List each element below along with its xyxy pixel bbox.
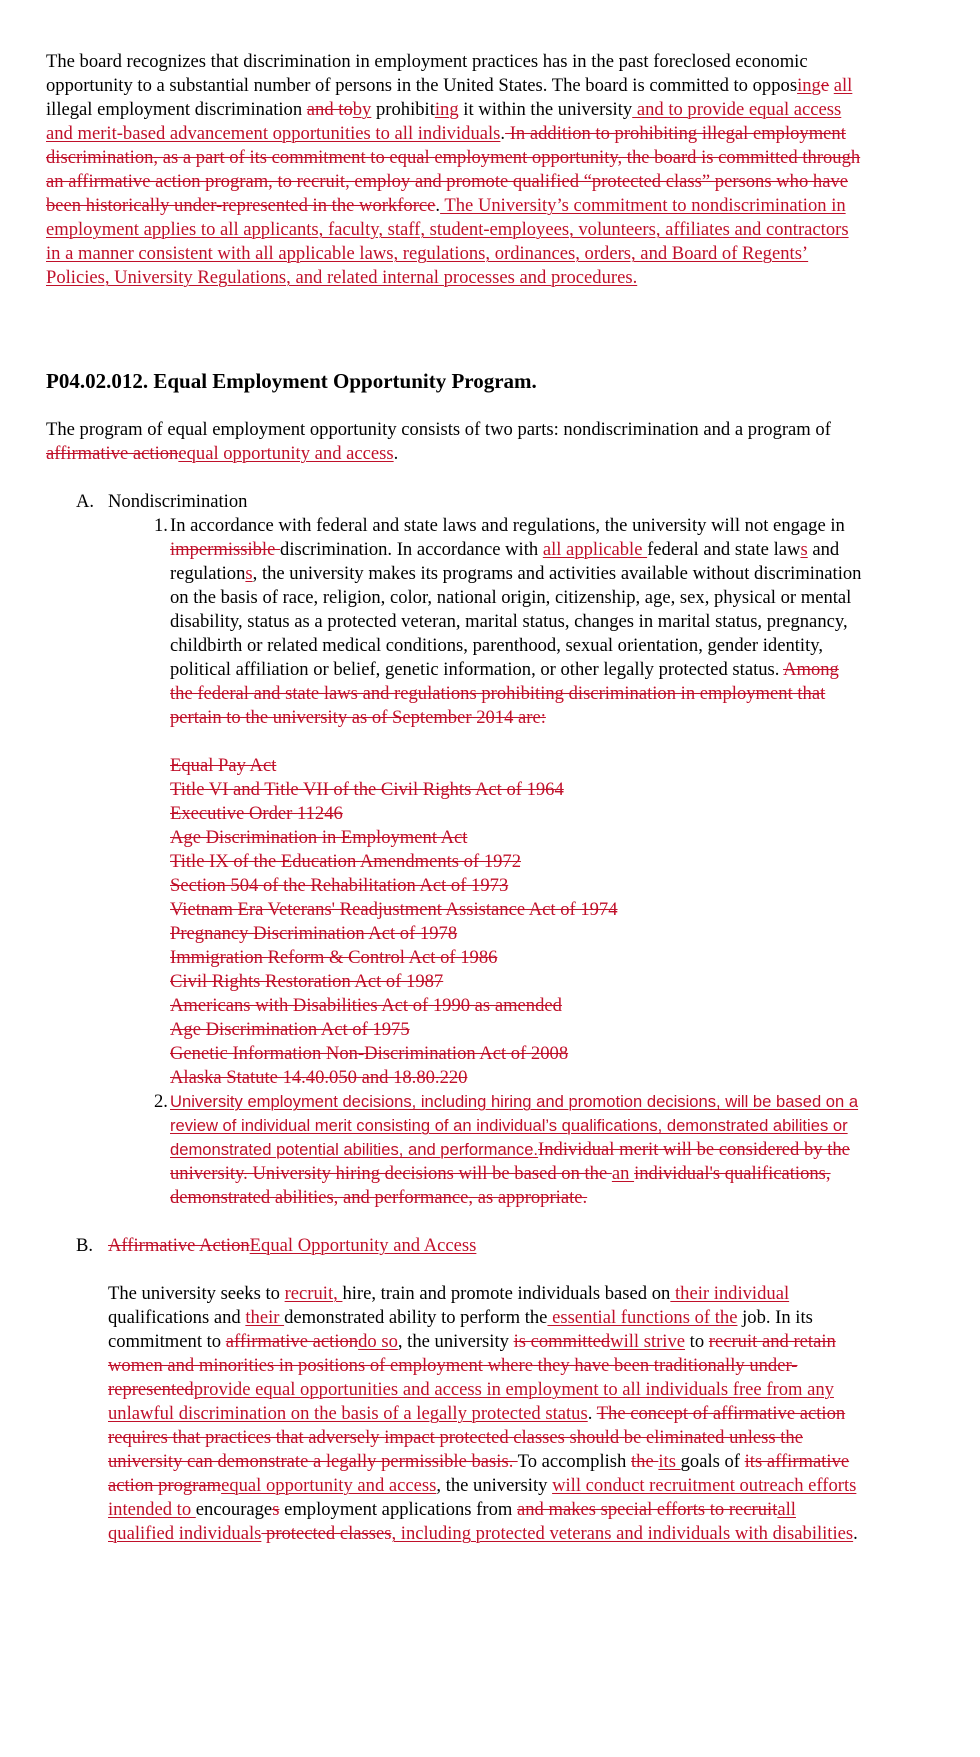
deletion: and makes special efforts to recruit	[516, 1499, 778, 1520]
insertion: equal opportunity and access	[221, 1475, 437, 1496]
list-label: B.	[76, 1235, 94, 1256]
text: .	[435, 195, 441, 216]
act-item: Executive Order 11246	[170, 803, 343, 824]
deleted-acts-list	[46, 754, 866, 1090]
act-item: Americans with Disabilities Act of 1990 as amended	[170, 995, 562, 1016]
insertion: all applicable	[542, 539, 648, 560]
insertion: The University’s commitment to nondiscrimination in employment applies to all applicants, faculty, staff, student-employees, volunteers, affiliates and contractors in a manner consistent with all applicable laws, regulations, ordinances, orders, and Board of Regents’ Policies, University Regulations, and related internal processes and procedures.	[46, 195, 849, 288]
text: .	[853, 1523, 858, 1544]
insertion: all	[833, 75, 853, 96]
text: .	[393, 443, 399, 464]
deletion: Among the federal and state laws and regulations prohibiting discrimination in employment that pertain to the university as of September 2014 are:	[170, 659, 839, 728]
act-item: Age Discrimination in Employment Act	[170, 827, 468, 848]
deletion: the	[631, 1451, 659, 1472]
text: qualifications and	[108, 1307, 246, 1328]
text: illegal employment discrimination	[46, 99, 307, 120]
insertion: by	[352, 99, 372, 120]
act-item: Vietnam Era Veterans' Readjustment Assistance Act of 1974	[170, 899, 618, 920]
text: The university seeks to	[108, 1283, 285, 1304]
list-label: A.	[76, 491, 95, 512]
act-item: Pregnancy Discrimination Act of 1978	[170, 923, 458, 944]
act-item: Civil Rights Restoration Act of 1987	[170, 971, 444, 992]
deletion: In addition to prohibiting illegal employment discrimination, as a part of its commitment to equal employment opportunity, the board is committed through an affirmative action program, to recruit, employ and promote qualified “protected class” persons who have been historically under-represented in the workforce	[46, 123, 861, 216]
text: .	[587, 1403, 597, 1424]
insertion: its	[658, 1451, 681, 1472]
deletion: affirmative action	[46, 443, 179, 464]
text: prohibit	[371, 99, 435, 120]
text: employment applications from	[279, 1499, 517, 1520]
act-item: Title IX of the Education Amendments of 1972	[170, 851, 522, 872]
act-item: Section 504 of the Rehabilitation Act of 1973	[170, 875, 509, 896]
deletion: affirmative action	[225, 1331, 359, 1352]
act-item: Equal Pay Act	[170, 755, 277, 776]
text: federal and state law	[647, 539, 801, 560]
text: , the university	[397, 1331, 514, 1352]
text: The board recognizes that discrimination in employment practices has in the past foreclosed economic opportunity to a substantial number of persons in the United States. The board is committed to oppos	[46, 51, 808, 96]
deletion: e	[820, 75, 830, 96]
text: discrimination. In accordance with	[280, 539, 543, 560]
insertion: recruit,	[284, 1283, 343, 1304]
act-item: Genetic Information Non-Discrimination Act of 2008	[170, 1043, 569, 1064]
program-paragraph	[46, 418, 866, 466]
insertion: their	[245, 1307, 285, 1328]
insertion: provide equal opportunities and access in employment to all individuals free from any unlawful discrimination on the basis of a legally protected status	[108, 1379, 834, 1424]
text: it within the university	[458, 99, 633, 120]
deletion: its affirmative action program	[108, 1451, 850, 1496]
text: to	[685, 1331, 709, 1352]
insertion: do so	[358, 1331, 398, 1352]
deletion: Individual merit will be considered by the university. University hiring decisions will be based on the	[170, 1139, 850, 1184]
deletion: individual's qualifications, demonstrated abilities, and performance, as appropriate.	[170, 1163, 831, 1208]
item-1-text	[170, 514, 866, 730]
text: , the university makes its programs and activities available without discrimination on the basis of race, religion, color, national origin, citizenship, age, sex, physical or mental disability, status as a protected veteran, marital status, changes in marital status, pregnancy, childbirth or related medical conditions, parenthood, sexual orientation, gender identity, political affiliation or belief, genetic information, or other legally protected status.	[170, 563, 862, 680]
deletion: Affirmative Action	[108, 1235, 250, 1256]
deletion: recruit and retain women and minorities in positions of employment where they have been traditionally under-represented	[108, 1331, 836, 1400]
deletion: protected classes	[261, 1523, 392, 1544]
section-a-heading	[46, 490, 866, 514]
act-item: Title VI and Title VII of the Civil Rights Act of 1964	[170, 779, 564, 800]
insertion: , including protected veterans and individuals with disabilities	[391, 1523, 854, 1544]
insertion: their individual	[670, 1283, 790, 1304]
insertion: will conduct recruitment outreach efforts intended to	[108, 1475, 857, 1520]
text: .	[500, 123, 506, 144]
deletion: s	[272, 1499, 280, 1520]
insertion: ing	[797, 75, 821, 96]
deletion: is committed	[513, 1331, 611, 1352]
insertion: University employment decisions, including hiring and promotion decisions, will be based on a review of individual merit consisting of an individual’s qualifications, demonstrated abilities or demonstrated potential abilities, and performance.	[170, 1092, 859, 1159]
insertion: and to provide equal access and merit-based advancement opportunities to all individuals	[46, 99, 842, 144]
list-number: 1.	[154, 515, 168, 536]
insertion: s	[800, 539, 808, 560]
list-item-2	[46, 1090, 866, 1210]
act-item: Alaska Statute 14.40.050 and 18.80.220	[170, 1067, 468, 1088]
insertion: ing	[434, 99, 459, 120]
insertion: all qualified individuals	[108, 1499, 796, 1544]
document-page	[46, 50, 866, 1546]
text: and regulation	[170, 539, 840, 584]
list-item-1	[46, 514, 866, 730]
deletion: and to	[306, 99, 353, 120]
intro-paragraph	[46, 50, 866, 290]
list-number: 2.	[154, 1091, 168, 1112]
text: hire, train and promote individuals based on	[342, 1283, 671, 1304]
text: encourage	[195, 1499, 273, 1520]
text: In accordance with federal and state laws and regulations, the university will not engage in	[170, 515, 845, 536]
section-b-paragraph	[46, 1282, 866, 1546]
text: , the university	[436, 1475, 553, 1496]
section-b-heading	[46, 1234, 866, 1258]
item-2-text	[170, 1090, 866, 1210]
text: demonstrated ability to perform the	[284, 1307, 548, 1328]
insertion: equal opportunity and access	[178, 443, 394, 464]
text: goals of	[680, 1451, 745, 1472]
section-a-title: Nondiscrimination	[108, 491, 248, 512]
insertion: Equal Opportunity and Access	[249, 1235, 477, 1256]
section-heading: P04.02.012. Equal Employment Opportunity Program.	[46, 369, 537, 393]
deletion: The concept of affirmative action requires that practices that adversely impact protected classes should be eliminated unless the university can demonstrate a legally permissible basis.	[108, 1403, 846, 1472]
insertion: s	[245, 563, 253, 584]
insertion: will strive	[610, 1331, 686, 1352]
text: job. In its commitment to	[108, 1307, 813, 1352]
insertion: essential functions of the	[547, 1307, 738, 1328]
text: To accomplish	[517, 1451, 631, 1472]
deletion: impermissible	[170, 539, 281, 560]
text: The program of equal employment opportunity consists of two parts: nondiscrimination and a program of	[46, 419, 831, 440]
insertion: an	[611, 1163, 635, 1184]
act-item: Age Discrimination Act of 1975	[170, 1019, 410, 1040]
act-item: Immigration Reform & Control Act of 1986	[170, 947, 498, 968]
